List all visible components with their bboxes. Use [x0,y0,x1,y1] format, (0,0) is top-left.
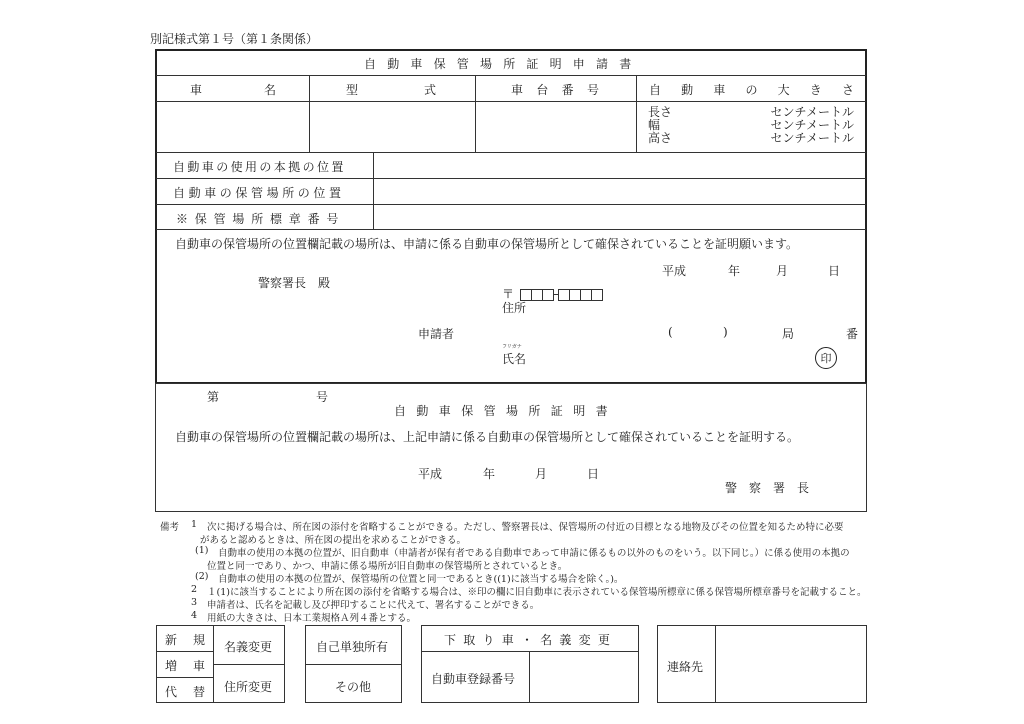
char: 下 [444,633,457,647]
divider [213,664,285,665]
divider [156,204,866,205]
certificate-date-year: 年 [483,467,496,481]
application-title [364,55,658,72]
divider [156,101,866,102]
divider [156,677,213,678]
size-label: 長さ [648,105,673,119]
row-label-parking-sticker-number: ※保管場所標章番号 [176,212,346,226]
char: ・ [520,633,533,647]
char: り [482,633,495,647]
note-text: があると認めるときは、所在図の提出を求めることができる。 [200,535,467,546]
note-num: 1 [191,519,198,530]
certificate-statement: 自動車の保管場所の位置欄記載の場所は、上記申請に係る自動車の保管場所として確保されていることを証明する。 [175,430,800,444]
char: 車 [192,659,205,673]
address-field[interactable] [530,299,850,315]
divider [156,651,213,652]
divider [156,229,866,230]
registration-number-field[interactable] [531,653,637,701]
furigana-label: フリガナ [502,344,522,350]
certificate-date-era: 平成 [418,467,443,481]
char: き [809,83,822,97]
divider [636,75,637,152]
char: 新 [165,633,178,647]
char: 車 [190,83,203,97]
option-additional-car[interactable] [165,657,205,674]
postal-mark-icon: 〒 [502,287,515,301]
parking-location-field[interactable] [375,180,864,203]
char: 義 [559,633,572,647]
note-num: 2 [191,584,198,595]
application-declaration: 自動車の保管場所の位置欄記載の場所は、申請に係る自動車の保管場所として確保されていることを証明願います。 [175,237,799,251]
phone-close-paren: ) [723,325,728,339]
char: 更 [597,633,610,647]
note-num: (1) [195,545,209,556]
row-label-parking-location: 自動車の保管場所の位置 [173,186,345,200]
char: 代 [165,685,178,699]
note-text: 位置と同一であり、かつ、申請に係る場所が旧自動車の保管場所とされているとき。 [207,561,568,572]
column-header-model [346,81,436,98]
char: さ [841,83,854,97]
char: 大 [777,83,790,97]
row-label-base-location: 自動車の使用の本拠の位置 [173,160,346,174]
phone-ban: 番 [846,327,859,341]
char: 名 [540,633,553,647]
option-other[interactable]: その他 [335,680,372,694]
note-text: 自動車の使用の本拠の位置が、保管場所の位置と同一であるとき((1)に該当する場合を除く。)。 [218,574,624,585]
certificate-date-day: 日 [587,467,600,481]
divider [156,178,866,179]
note-num: 4 [191,610,198,621]
divider [309,75,310,152]
size-label: 幅 [648,118,661,132]
applicant-label: 申請者 [418,327,455,341]
char: 車 [501,633,514,647]
name-label: 氏名 [502,352,527,366]
application-date-day: 日 [828,264,841,278]
char: 増 [165,659,178,673]
column-header-chassis-number [511,81,599,98]
phone-open-paren: ( [668,325,673,339]
phone-kyoku: 局 [782,327,795,341]
certificate-date-month: 月 [535,467,548,481]
note-text: １(1)に該当することにより所在図の添付を省略する場合は、※印の欄に旧自動車に表示されている保管場所標章に係る保管場所標章番号を記載すること。 [207,587,867,598]
divider [156,75,866,76]
contact-field[interactable] [717,627,865,701]
name-field[interactable] [530,348,800,366]
contact-label: 連絡先 [667,660,704,674]
column-header-vehicle-size [649,81,854,98]
size-unit: センチメートル [770,131,854,145]
model-field[interactable] [311,103,473,150]
form-header: 別記様式第１号（第１条関係） [150,32,319,46]
divider [305,664,402,665]
address-label: 住所 [502,301,527,315]
certificate-title: 自動車保管場所証明書 [394,404,619,418]
char: 台 [536,83,549,97]
note-text: 自動車の使用の本拠の位置が、旧自動車（申請者が保有者である自動車であって申請に係るもの以外のものをいう。以下同じ。）に係る使用の本拠の [218,548,850,559]
option-sole-ownership[interactable]: 自己単独所有 [316,640,389,654]
size-unit: センチメートル [770,105,854,119]
vehicle-size-field[interactable] [648,106,854,145]
application-date-month: 月 [776,264,789,278]
divider [373,152,374,229]
char: 号 [586,83,599,97]
divider [529,651,530,703]
note-num: (2) [195,571,209,582]
divider [156,152,866,153]
option-name-change[interactable]: 名義変更 [224,640,273,654]
tradein-title [444,631,610,648]
char: 規 [192,633,205,647]
parking-sticker-number-field[interactable] [375,206,864,228]
addressee: 警察署長 殿 [258,276,331,290]
char: 動 [681,83,694,97]
note-text: 次に掲げる場合は、所在図の添付を省略することができる。ただし、警察署長は、保管場所の付近の目標となる地物及びその位置を知るため特に必要 [207,522,844,533]
seal-icon: 印 [815,347,837,369]
size-unit: センチメートル [770,118,854,132]
char: 番 [561,83,574,97]
char: 変 [578,633,591,647]
size-row-height [648,132,854,145]
char: 型 [346,83,359,97]
char: 車 [713,83,726,97]
note-text: 申請者は、氏名を記載し及び押印することに代えて、署名することができる。 [207,600,540,611]
option-address-change[interactable]: 住所変更 [224,680,273,694]
application-title-text: 自動車保管場所証明申請書 [364,57,643,71]
char: 替 [192,685,205,699]
note-num: 3 [191,597,198,608]
divider [715,625,716,703]
size-label: 高さ [648,131,673,145]
divider [421,651,639,652]
char: 自 [649,83,662,97]
char: 名 [263,83,276,97]
divider [475,75,476,152]
chassis-number-field[interactable] [477,103,634,150]
char: 車 [511,83,524,97]
char: 取 [463,633,476,647]
certificate-number-field[interactable] [225,386,310,402]
certificate-number-suffix: 号 [316,390,329,404]
option-replacement[interactable] [165,683,205,700]
option-new[interactable] [165,631,205,648]
certificate-issuer: 警察署長 [725,481,822,495]
column-header-car-name [190,81,276,98]
char: 式 [423,83,436,97]
note-text: 用紙の大きさは、日本工業規格Ａ列４番とする。 [207,613,417,624]
notes-heading: 備考 [160,522,180,533]
application-date-era: 平成 [662,264,687,278]
application-date-year: 年 [728,264,741,278]
registration-number-label: 自動車登録番号 [431,672,516,686]
car-name-field[interactable] [157,103,307,150]
certificate-number-prefix: 第 [207,390,220,404]
char: の [745,83,758,97]
base-location-field[interactable] [375,154,864,177]
